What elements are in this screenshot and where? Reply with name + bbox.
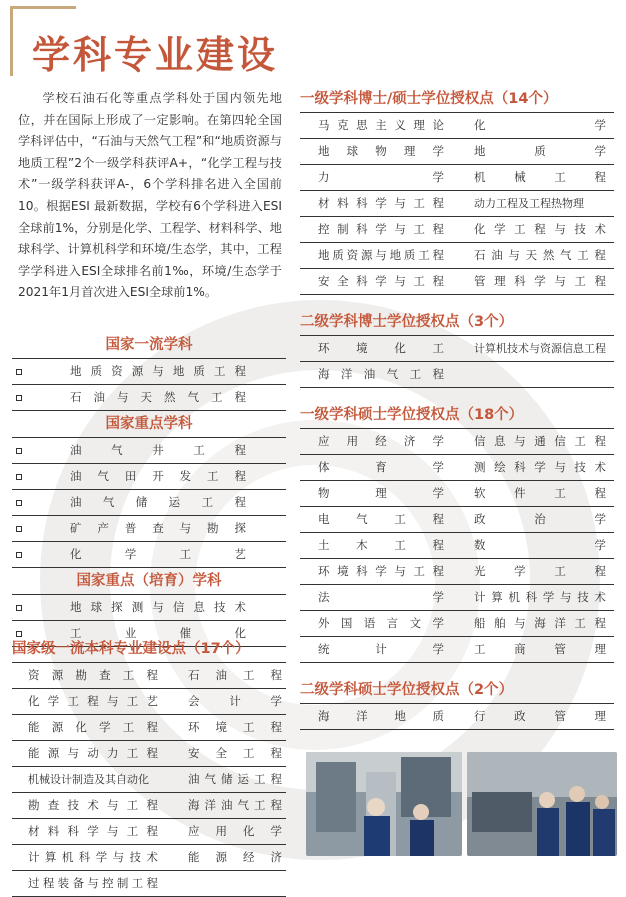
section-title: 国家一流学科	[105, 337, 193, 353]
table-cell: 机械设计制造及其自动化	[28, 773, 149, 786]
table-row	[12, 662, 286, 689]
bullet-icon	[16, 500, 22, 506]
table-cell: 测 绘 科 学 与 技 术	[474, 460, 606, 474]
table-row	[12, 793, 286, 819]
item-label: 油 气 田 开 发 工 程	[70, 469, 246, 483]
table-row	[300, 335, 614, 362]
table-cell: 勘 查 技 术 与 工 程	[28, 798, 158, 812]
table-cell: 海 洋 地 质	[318, 709, 444, 723]
table-cell: 会 计 学	[188, 694, 282, 708]
item-label: 油 气 储 运 工 程	[70, 495, 246, 509]
table-row	[300, 611, 614, 637]
table-cell: 软 件 工 程	[474, 486, 606, 500]
table-cell: 机 械 工 程	[474, 170, 606, 184]
table-cell: 油 气 储 运 工 程	[188, 772, 282, 786]
table-cell: 环 境 科 学 与 工 程	[318, 564, 444, 578]
table-cell: 地 球 物 理 学	[318, 144, 444, 158]
table-row	[300, 112, 614, 139]
table-row	[300, 191, 614, 217]
table-row	[12, 715, 286, 741]
table-cell: 船 舶 与 海 洋 工 程	[474, 616, 606, 630]
table-cell: 化 学 工 程 与 工 艺	[28, 694, 158, 708]
section-title: 国家重点（培育）学科	[76, 573, 222, 589]
bullet-icon	[16, 448, 22, 454]
section-title: 国家级一流本科专业建设点（17个）	[12, 641, 250, 657]
table-cell: 动力工程及工程热物理	[474, 197, 584, 210]
title-corner-accent-vertical	[10, 6, 13, 76]
table-cell: 控 制 科 学 与 工 程	[318, 222, 444, 236]
list-item	[12, 594, 286, 621]
table-row	[300, 139, 614, 165]
section-title: 一级学科硕士学位授权点（18个）	[300, 407, 524, 423]
table-cell: 电 气 工 程	[318, 512, 444, 526]
list-item	[12, 358, 286, 385]
table-cell: 海 洋 油 气 工 程	[188, 798, 282, 812]
table-row	[300, 217, 614, 243]
table-row	[300, 165, 614, 191]
table-cell: 地 质 学	[474, 144, 606, 158]
table-row	[12, 741, 286, 767]
table-row	[300, 481, 614, 507]
table-cell: 能 源 经 济	[188, 850, 282, 864]
table-cell: 计 算 机 科 学 与 技 术	[474, 590, 606, 604]
table-cell: 环 境 化 工	[318, 341, 444, 355]
section-title: 二级学科硕士学位授权点（2个）	[300, 682, 514, 698]
photo-lab-team	[467, 752, 617, 856]
table-cell: 过 程 装 备 与 控 制 工 程	[28, 876, 158, 890]
item-label: 油 气 井 工 程	[70, 443, 246, 457]
table-cell: 力 学	[318, 170, 444, 184]
table-row	[300, 559, 614, 585]
table-cell: 海 洋 油 气 工 程	[318, 367, 444, 381]
table-cell: 材 料 科 学 与 工 程	[28, 824, 158, 838]
table-cell: 光 学 工 程	[474, 564, 606, 578]
table-row	[300, 455, 614, 481]
undergrad-section	[12, 636, 286, 897]
table-row	[12, 819, 286, 845]
table-cell: 石 油 与 天 然 气 工 程	[474, 248, 606, 262]
table-cell: 材 料 科 学 与 工 程	[318, 196, 444, 210]
section-title: 国家重点学科	[105, 416, 193, 432]
bullet-icon	[16, 552, 22, 558]
table-cell: 能 源 与 动 力 工 程	[28, 746, 158, 760]
table-cell: 数 学	[474, 538, 606, 552]
table-row	[12, 845, 286, 871]
table-row	[300, 507, 614, 533]
list-item	[12, 490, 286, 516]
table-cell: 马 克 思 主 义 理 论	[318, 118, 444, 132]
table-cell: 计 算 机 科 学 与 技 术	[28, 850, 158, 864]
list-item	[12, 542, 286, 568]
table-row	[300, 585, 614, 611]
section-title: 一级学科博士/硕士学位授权点（14个）	[300, 91, 558, 107]
table-cell: 应 用 经 济 学	[318, 434, 444, 448]
table-row	[12, 767, 286, 793]
page-title: 学科专业建设	[32, 33, 279, 77]
table-cell: 能 源 化 学 工 程	[28, 720, 158, 734]
photo-lab-equipment	[306, 752, 462, 856]
table-cell: 政 治 学	[474, 512, 606, 526]
table-cell: 体 育 学	[318, 460, 444, 474]
item-label: 矿 产 普 查 与 勘 探	[70, 521, 246, 535]
item-label: 化 学 工 艺	[70, 547, 246, 561]
list-item	[12, 385, 286, 411]
item-label: 石 油 与 天 然 气 工 程	[70, 390, 246, 404]
intro-paragraph: 学校石油石化等重点学科处于国内领先地位，并在国际上形成了一定影响。在第四轮全国学科评估中，“石油与天然气工程”和“地质资源与地质工程”2个一级学科获评A+，“化学工程与技术”一级学科获评A-，6个学科排名进入全国前10。根据ESI 最新数据，学校有6个学科进入ESI全球前1%，分别是化学、工程学、材料科学、地球科学、计算机科学和环境/生态学，其中，工程学学科进入ESI全球排名前1‰，环境/生态学于2021年1月首次进入ESI全球前1%。	[18, 91, 282, 300]
table-row	[300, 428, 614, 455]
table-cell: 统 计 学	[318, 642, 444, 656]
table-cell: 安 全 工 程	[188, 746, 282, 760]
bullet-icon	[16, 605, 22, 611]
table-cell: 管 理 科 学 与 工 程	[474, 274, 606, 288]
title-corner-accent	[10, 6, 76, 9]
item-label: 地 球 探 测 与 信 息 技 术	[70, 600, 246, 614]
table-cell: 法 学	[318, 590, 444, 604]
bullet-icon	[16, 369, 22, 375]
table-cell: 化 学 工 程 与 技 术	[474, 222, 606, 236]
table-cell: 石 油 工 程	[188, 668, 282, 682]
table-cell: 应 用 化 学	[188, 824, 282, 838]
table-cell: 外 国 语 言 文 学	[318, 616, 444, 630]
item-label: 地 质 资 源 与 地 质 工 程	[70, 364, 246, 378]
bullet-icon	[16, 526, 22, 532]
table-row	[300, 269, 614, 295]
bullet-icon	[16, 474, 22, 480]
bullet-icon	[16, 395, 22, 401]
table-row	[300, 533, 614, 559]
table-row	[300, 362, 614, 388]
table-cell: 土 木 工 程	[318, 538, 444, 552]
table-cell: 物 理 学	[318, 486, 444, 500]
table-cell: 行 政 管 理	[474, 709, 606, 723]
table-cell: 资 源 勘 查 工 程	[28, 668, 158, 682]
item-label: 工 业 催 化	[70, 626, 246, 640]
right-column	[300, 86, 614, 744]
list-item	[12, 464, 286, 490]
table-cell: 安 全 科 学 与 工 程	[318, 274, 444, 288]
table-row	[300, 243, 614, 269]
table-cell: 化 学	[474, 118, 606, 132]
left-column	[12, 332, 286, 647]
section-title: 二级学科博士学位授权点（3个）	[300, 314, 514, 330]
table-row	[300, 637, 614, 663]
table-cell: 计算机技术与资源信息工程	[474, 342, 606, 355]
table-cell: 信 息 与 通 信 工 程	[474, 434, 606, 448]
table-cell: 环 境 工 程	[188, 720, 282, 734]
table-row	[300, 703, 614, 730]
table-row	[12, 689, 286, 715]
table-cell: 地 质 资 源 与 地 质 工 程	[318, 248, 444, 262]
table-cell: 工 商 管 理	[474, 642, 606, 656]
list-item	[12, 437, 286, 464]
list-item	[12, 516, 286, 542]
table-row	[12, 871, 286, 897]
